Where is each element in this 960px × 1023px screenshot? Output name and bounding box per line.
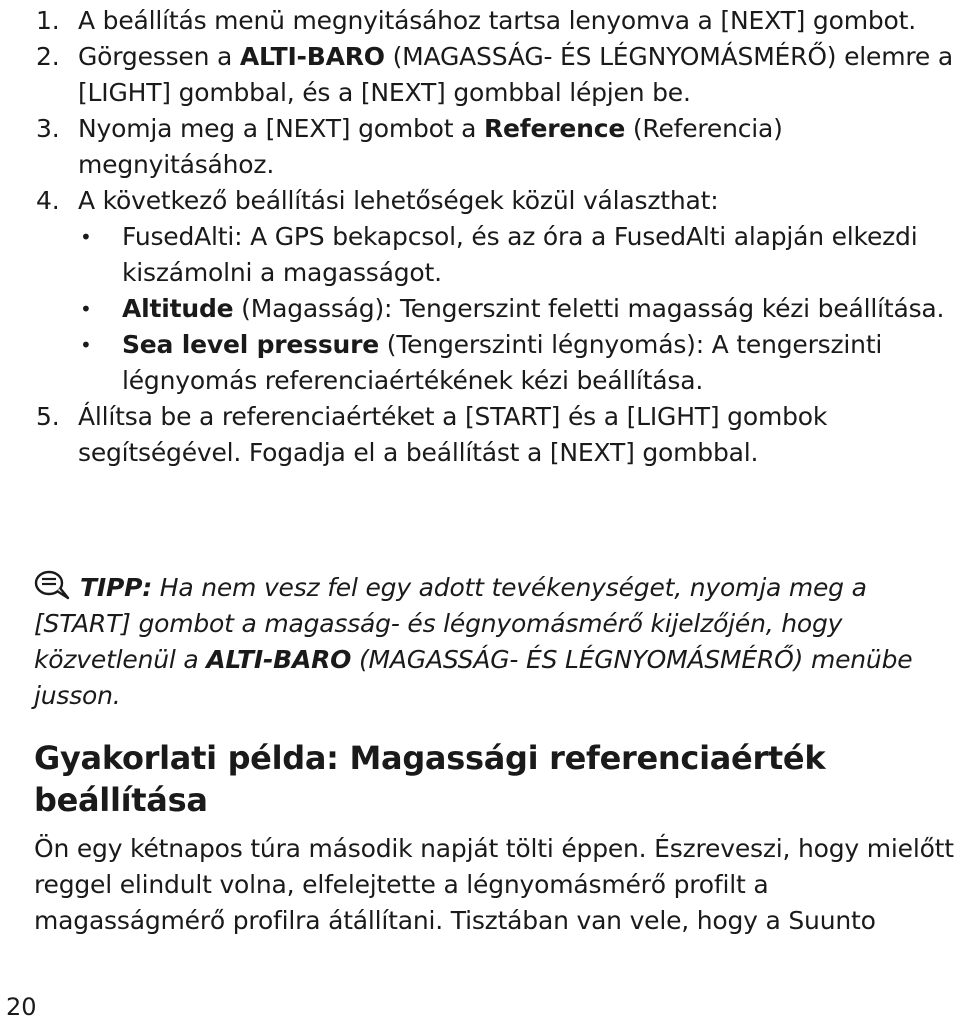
option-text: (Magasság): Tengerszint feletti magasság kézi beállítása. (233, 294, 945, 323)
tip-label: TIPP: (80, 573, 152, 602)
step-text-post: (MAGASSÁG- ÉS LÉGNYOMÁSMÉRŐ) elemre a [LIGHT] gombbal, és a [NEXT] gombbal lépjen be. (78, 42, 953, 107)
bullet-mark: • (80, 225, 92, 249)
step-list (0, 3, 960, 471)
step-text-pre: Nyomja meg a [NEXT] gombot a (78, 114, 484, 143)
step-text: A beállítás menü megnyitásához tartsa lenyomva a [NEXT] gombot. (78, 6, 916, 35)
speech-bubble-icon (34, 570, 70, 600)
option-list (78, 219, 960, 399)
option-altitude (78, 291, 960, 327)
step-number: 2. (36, 42, 60, 71)
section-heading: Gyakorlati példa: Magassági referenciaérték beállítása (34, 739, 826, 819)
step-number: 3. (36, 114, 60, 143)
tip-box (34, 570, 934, 714)
bullet-mark: • (80, 333, 92, 357)
step-1 (0, 3, 960, 39)
step-text: Állítsa be a referenciaértéket a [START] és a [LIGHT] gombok segítségével. Fogadja el a beállítást a [NEXT] gombbal. (78, 402, 828, 467)
step-4 (0, 183, 960, 399)
step-number: 1. (36, 6, 60, 35)
option-label: Altitude (122, 294, 234, 323)
tip-text-post: (MAGASSÁG- ÉS LÉGNYOMÁSMÉRŐ) menübe jusson. (34, 645, 913, 710)
option-fusedalti (78, 219, 960, 291)
menu-name-reference: Reference (483, 114, 626, 143)
tip-menu-name: ALTI-BARO (206, 645, 352, 674)
tip-text-pre: Ha nem vesz fel egy adott tevékenységet, nyomja meg a [START] gombot a magasság- és légnyomásmérő kijelzőjén, hogy közvetlenül a (34, 573, 867, 674)
option-text: FusedAlti: A GPS bekapcsol, és az óra a FusedAlti alapján elkezdi kiszámolni a magasságot. (122, 222, 918, 287)
menu-name-alti-baro: ALTI-BARO (239, 42, 385, 71)
bullet-mark: • (80, 297, 92, 321)
step-number: 5. (36, 402, 60, 431)
page-number: 20 (6, 993, 37, 1021)
body-paragraph: Ön egy kétnapos túra második napját tölti éppen. Észreveszi, hogy mielőtt reggel elindult volna, elfelejtette a légnyomásmérő profilt a magasságmérő profilra átállítani. Tisztában van vele, hogy a Suunto (34, 834, 954, 935)
step-text: A következő beállítási lehetőségek közül választhat: (78, 186, 719, 215)
option-label: Sea level pressure (122, 330, 380, 359)
step-text-post: (Referencia) megnyitásához. (78, 114, 783, 179)
option-text: (Tengerszinti légnyomás): A tengerszinti légnyomás referenciaértékének kézi beállítása. (122, 330, 883, 395)
step-5 (0, 399, 960, 471)
step-2 (0, 39, 960, 111)
step-number: 4. (36, 186, 60, 215)
step-3 (0, 111, 960, 183)
step-text-pre: Görgessen a (78, 42, 240, 71)
option-sea-level-pressure (78, 327, 960, 399)
